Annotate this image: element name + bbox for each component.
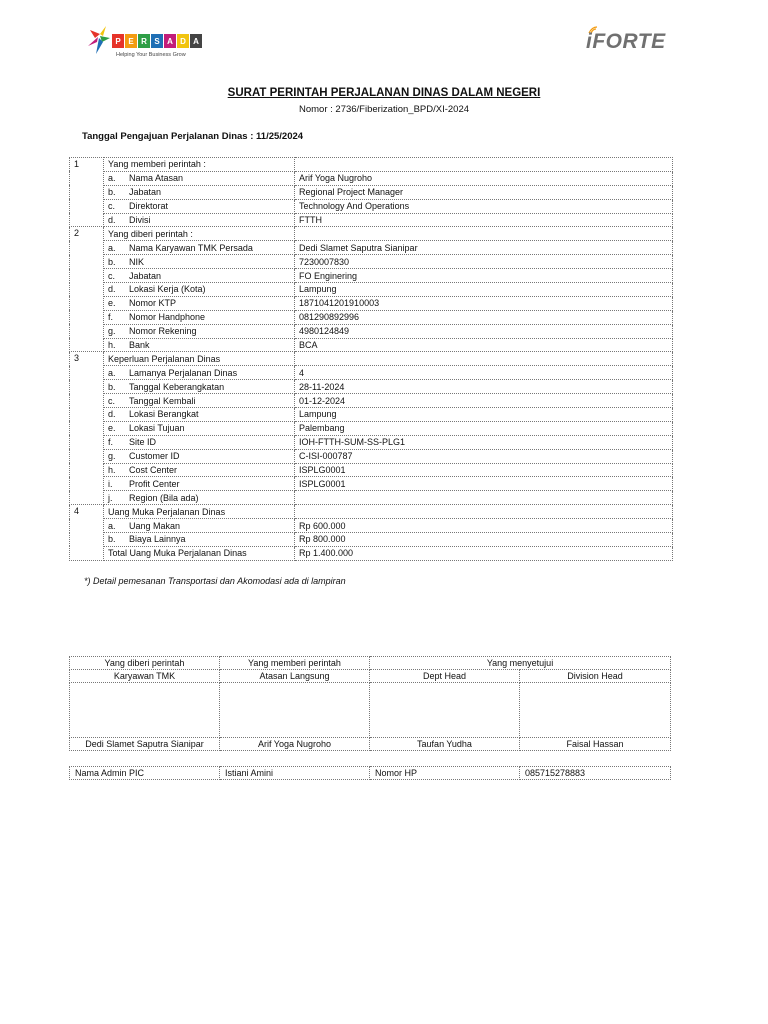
- field-label-cell: [104, 310, 295, 324]
- field-letter: j.: [108, 492, 113, 503]
- field-letter: g.: [108, 451, 116, 462]
- persada-wordmark: [112, 34, 203, 48]
- field-value: 1871041201910003: [295, 296, 673, 310]
- field-value: 01-12-2024: [295, 394, 673, 408]
- field-label: Site ID: [129, 437, 157, 448]
- table-row: [70, 199, 673, 213]
- sig-header-issuer: Yang memberi perintah: [220, 657, 370, 670]
- persada-letter: E: [125, 34, 137, 48]
- sig-header-recipient: Yang diberi perintah: [70, 657, 220, 670]
- table-row: [70, 463, 673, 477]
- admin-name: Istiani Amini: [220, 767, 370, 780]
- table-row: [70, 255, 673, 269]
- field-value: ISPLG0001: [295, 477, 673, 491]
- submission-date: Tanggal Pengajuan Perjalanan Dinas : 11/25/2024: [82, 131, 304, 142]
- field-label-cell: [104, 185, 295, 199]
- field-label: Jabatan: [129, 270, 162, 281]
- field-value: ISPLG0001: [295, 463, 673, 477]
- section-number: 3: [70, 352, 104, 505]
- table-row: [70, 435, 673, 449]
- table-row: [70, 394, 673, 408]
- field-letter: a.: [108, 242, 116, 253]
- field-letter: a.: [108, 367, 116, 378]
- field-letter: c.: [108, 270, 116, 281]
- field-letter: a.: [108, 173, 116, 184]
- field-label: Direktorat: [129, 201, 169, 212]
- field-label-cell: [104, 519, 295, 533]
- table-row: [70, 241, 673, 255]
- field-letter: b.: [108, 256, 116, 267]
- sig-role-supervisor: Atasan Langsung: [220, 670, 370, 683]
- field-value: 4980124849: [295, 324, 673, 338]
- total-row: [70, 546, 673, 560]
- field-label-cell: [104, 171, 295, 185]
- field-label-cell: [104, 533, 295, 547]
- sig-header-approver: Yang menyetujui: [370, 657, 671, 670]
- section-title: Yang diberi perintah :: [104, 227, 295, 241]
- field-label: Tanggal Kembali: [129, 395, 196, 406]
- table-row: [70, 408, 673, 422]
- field-letter: d.: [108, 215, 116, 225]
- persada-letter: R: [138, 34, 150, 48]
- table-row: [70, 380, 673, 394]
- section-header-row: [70, 158, 673, 172]
- travel-order-table: [69, 157, 673, 561]
- table-row: [70, 269, 673, 283]
- field-value: FO Enginering: [295, 269, 673, 283]
- table-row: [70, 338, 673, 352]
- section-title: Yang memberi perintah :: [104, 158, 295, 172]
- field-value: BCA: [295, 338, 673, 352]
- field-label: NIK: [129, 256, 145, 267]
- admin-pic-table: [69, 766, 671, 780]
- field-label-cell: [104, 380, 295, 394]
- sig-space-division-head: [520, 683, 671, 738]
- sig-role-employee: Karyawan TMK: [70, 670, 220, 683]
- field-letter: b.: [108, 381, 116, 392]
- field-letter: d.: [108, 409, 116, 420]
- field-label: Biaya Lainnya: [129, 534, 186, 545]
- field-label: Customer ID: [129, 451, 180, 462]
- field-label-cell: [104, 463, 295, 477]
- table-row: [70, 421, 673, 435]
- field-label: Nomor Handphone: [129, 312, 206, 323]
- field-label-cell: [104, 324, 295, 338]
- field-label: Divisi: [129, 215, 151, 225]
- section-title: Keperluan Perjalanan Dinas: [104, 352, 295, 366]
- field-letter: f.: [108, 437, 114, 448]
- section-number: 1: [70, 158, 104, 227]
- field-value: [295, 491, 673, 505]
- field-value: 4: [295, 366, 673, 380]
- sig-role-division-head: Division Head: [520, 670, 671, 683]
- field-value: Regional Project Manager: [295, 185, 673, 199]
- field-letter: b.: [108, 534, 116, 545]
- field-label: Lokasi Kerja (Kota): [129, 284, 206, 295]
- sig-name-dept-head: Taufan Yudha: [370, 738, 520, 751]
- document-title: SURAT PERINTAH PERJALANAN DINAS DALAM NEGERI: [227, 87, 541, 99]
- admin-hp-label: Nomor HP: [370, 767, 520, 780]
- field-label: Jabatan: [129, 187, 162, 198]
- field-label: Lamanya Perjalanan Dinas: [129, 367, 238, 378]
- table-row: [70, 171, 673, 185]
- field-value: Technology And Operations: [295, 199, 673, 213]
- field-value: 081290892996: [295, 310, 673, 324]
- field-label: Region (Bila ada): [129, 492, 199, 503]
- attachment-note: *) Detail pemesanan Transportasi dan Akomodasi ada di lampiran: [84, 576, 346, 586]
- field-label-cell: [104, 213, 295, 227]
- field-value: Dedi Slamet Saputra Sianipar: [295, 241, 673, 255]
- section-title: Uang Muka Perjalanan Dinas: [104, 505, 295, 519]
- sig-space-supervisor: [220, 683, 370, 738]
- iforte-logo: iFORTE: [586, 30, 666, 53]
- field-value: C-ISI-000787: [295, 449, 673, 463]
- table-row: [70, 491, 673, 505]
- table-row: [70, 296, 673, 310]
- persada-letter: P: [112, 34, 124, 48]
- field-value: Palembang: [295, 421, 673, 435]
- field-label-cell: [104, 283, 295, 297]
- sig-role-dept-head: Dept Head: [370, 670, 520, 683]
- field-value: IOH-FTTH-SUM-SS-PLG1: [295, 435, 673, 449]
- field-letter: i.: [108, 478, 113, 489]
- persada-letter: A: [164, 34, 176, 48]
- admin-hp: 085715278883: [520, 767, 671, 780]
- field-letter: d.: [108, 284, 116, 295]
- field-letter: c.: [108, 395, 116, 406]
- document-number: Nomor : 2736/Fiberization_BPD/XI-2024: [298, 104, 470, 115]
- sig-space-dept-head: [370, 683, 520, 738]
- sig-space-employee: [70, 683, 220, 738]
- table-row: [70, 533, 673, 547]
- section-number: 2: [70, 227, 104, 352]
- table-row: [70, 283, 673, 297]
- field-letter: e.: [108, 423, 116, 434]
- field-label-cell: [104, 491, 295, 505]
- total-label: Total Uang Muka Perjalanan Dinas: [104, 546, 295, 560]
- field-letter: h.: [108, 465, 116, 476]
- field-label: Nama Atasan: [129, 173, 184, 184]
- sig-name-division-head: Faisal Hassan: [520, 738, 671, 751]
- sig-name-employee: Dedi Slamet Saputra Sianipar: [70, 738, 220, 751]
- field-value: 7230007830: [295, 255, 673, 269]
- field-label-cell: [104, 435, 295, 449]
- admin-label: Nama Admin PIC: [70, 767, 220, 780]
- field-label: Nama Karyawan TMK Persada: [129, 242, 253, 253]
- table-row: [70, 310, 673, 324]
- persada-letter: A: [190, 34, 202, 48]
- sig-name-supervisor: Arif Yoga Nugroho: [220, 738, 370, 751]
- field-label: Bank: [129, 340, 150, 351]
- field-label: Nomor KTP: [129, 298, 177, 309]
- persada-logo: [86, 24, 211, 64]
- field-value: Rp 600.000: [295, 519, 673, 533]
- section-title-value: [295, 158, 673, 172]
- field-label-cell: [104, 449, 295, 463]
- field-letter: b.: [108, 187, 116, 198]
- field-label: Profit Center: [129, 478, 180, 489]
- table-row: [70, 519, 673, 533]
- section-header-row: [70, 505, 673, 519]
- field-letter: a.: [108, 520, 116, 531]
- persada-letter: S: [151, 34, 163, 48]
- table-row: [70, 185, 673, 199]
- field-label: Lokasi Tujuan: [129, 423, 185, 434]
- field-letter: c.: [108, 201, 116, 212]
- section-title-value: [295, 352, 673, 366]
- table-row: [70, 449, 673, 463]
- persada-star-icon: [86, 24, 114, 60]
- section-header-row: [70, 352, 673, 366]
- section-number: 4: [70, 505, 104, 561]
- field-label-cell: [104, 241, 295, 255]
- signature-table: [69, 656, 671, 751]
- field-label: Cost Center: [129, 465, 178, 476]
- field-label-cell: [104, 296, 295, 310]
- table-row: [70, 366, 673, 380]
- field-letter: f.: [108, 312, 114, 323]
- field-value: 28-11-2024: [295, 380, 673, 394]
- field-label-cell: [104, 366, 295, 380]
- field-label-cell: [104, 408, 295, 422]
- field-label: Lokasi Berangkat: [129, 409, 199, 420]
- field-value: FTTH: [295, 213, 673, 227]
- table-row: [70, 213, 673, 227]
- field-label-cell: [104, 421, 295, 435]
- field-value: Arif Yoga Nugroho: [295, 171, 673, 185]
- section-header-row: [70, 227, 673, 241]
- field-letter: h.: [108, 340, 116, 351]
- field-letter: g.: [108, 326, 116, 337]
- field-value: Lampung: [295, 283, 673, 297]
- field-label-cell: [104, 477, 295, 491]
- field-label-cell: [104, 338, 295, 352]
- field-label-cell: [104, 199, 295, 213]
- section-title-value: [295, 505, 673, 519]
- field-label: Tanggal Keberangkatan: [129, 381, 225, 392]
- field-value: Lampung: [295, 408, 673, 422]
- persada-letter: D: [177, 34, 189, 48]
- field-value: Rp 800.000: [295, 533, 673, 547]
- section-title-value: [295, 227, 673, 241]
- field-label-cell: [104, 255, 295, 269]
- field-letter: e.: [108, 298, 116, 309]
- field-label-cell: [104, 394, 295, 408]
- field-label-cell: [104, 269, 295, 283]
- field-label: Uang Makan: [129, 520, 181, 531]
- table-row: [70, 477, 673, 491]
- field-label: Nomor Rekening: [129, 326, 197, 337]
- total-value: Rp 1.400.000: [295, 546, 673, 560]
- table-row: [70, 324, 673, 338]
- persada-tagline: Helping Your Business Grow: [116, 52, 186, 58]
